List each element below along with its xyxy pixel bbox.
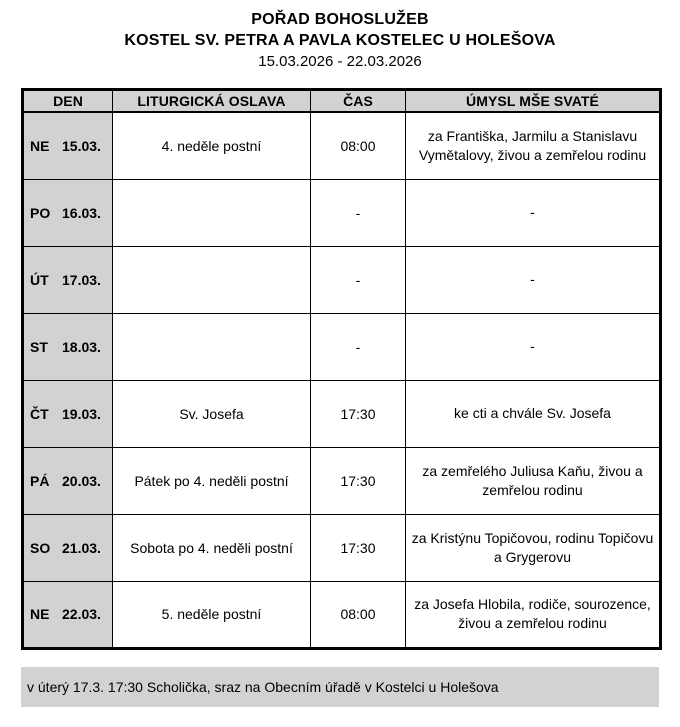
time-cell: 17:30 — [311, 380, 406, 447]
day-date: 19.03. — [62, 405, 101, 422]
page-title: POŘAD BOHOSLUŽEB — [251, 11, 429, 28]
column-header-liturgicka-oslava: LITURGICKÁ OSLAVA — [113, 90, 311, 113]
time-cell: 17:30 — [311, 514, 406, 581]
table-row — [23, 112, 661, 179]
page-subtitle: KOSTEL SV. PETRA A PAVLA KOSTELEC U HOLEŠOVA — [124, 32, 556, 49]
day-date: 21.03. — [62, 539, 101, 556]
day-date: 16.03. — [62, 204, 101, 221]
day-abbr: ČT — [30, 405, 49, 422]
table-row — [23, 246, 661, 313]
table-row — [23, 380, 661, 447]
footer-note — [21, 667, 659, 707]
day-date: 22.03. — [62, 606, 101, 622]
day-date: 18.03. — [62, 338, 101, 355]
intention-cell: - — [406, 313, 661, 380]
column-header-den: DEN — [23, 90, 113, 113]
celebration-cell: Sv. Josefa — [113, 380, 311, 447]
day-cell — [23, 246, 113, 313]
celebration-cell: Pátek po 4. neděli postní — [113, 447, 311, 514]
column-header-cas: ČAS — [311, 90, 406, 113]
celebration-cell — [113, 246, 311, 313]
day-abbr: NE — [30, 606, 50, 622]
footer-note-text: v úterý 17.3. 17:30 Scholička, sraz na Obecním úřadě v Kostelci u Holešova — [27, 678, 499, 695]
day-cell — [23, 514, 113, 581]
table-row — [23, 514, 661, 581]
time-cell: - — [311, 179, 406, 246]
day-abbr: NE — [30, 137, 50, 154]
day-date: 15.03. — [62, 137, 101, 154]
day-abbr: ÚT — [30, 271, 49, 288]
date-range: 15.03.2026 - 22.03.2026 — [258, 53, 422, 70]
celebration-cell: 5. neděle postní — [113, 581, 311, 648]
day-cell — [23, 447, 113, 514]
intention-cell: za zemřelého Juliusa Kaňu, živou a zemřelou rodinu — [406, 447, 661, 514]
day-abbr: PO — [30, 204, 51, 221]
table-row — [23, 179, 661, 246]
time-cell: 08:00 — [311, 581, 406, 648]
table-header-row — [23, 90, 661, 113]
time-cell: - — [311, 246, 406, 313]
day-cell — [23, 179, 113, 246]
table-row — [23, 581, 661, 648]
day-cell — [23, 112, 113, 179]
day-abbr: SO — [30, 539, 51, 556]
intention-cell: za Josefa Hlobila, rodiče, sourozence, živou a zemřelou rodinu — [406, 581, 661, 648]
time-cell: - — [311, 313, 406, 380]
intention-cell: - — [406, 179, 661, 246]
day-date: 20.03. — [62, 472, 101, 489]
intention-cell: za Františka, Jarmilu a Stanislavu Vymětalovy, živou a zemřelou rodinu — [406, 112, 661, 179]
day-cell — [23, 581, 113, 648]
column-header-umysl-mse-svate: ÚMYSL MŠE SVATÉ — [406, 90, 661, 113]
time-cell: 17:30 — [311, 447, 406, 514]
celebration-cell — [113, 313, 311, 380]
table-row — [23, 313, 661, 380]
celebration-cell: Sobota po 4. neděli postní — [113, 514, 311, 581]
intention-cell: - — [406, 246, 661, 313]
intention-cell: za Kristýnu Topičovou, rodinu Topičovu a Grygerovu — [406, 514, 661, 581]
schedule-table — [21, 88, 662, 650]
day-cell — [23, 313, 113, 380]
time-cell: 08:00 — [311, 112, 406, 179]
celebration-cell: 4. neděle postní — [113, 112, 311, 179]
day-abbr: PÁ — [30, 472, 50, 489]
celebration-cell — [113, 179, 311, 246]
day-date: 17.03. — [62, 271, 101, 288]
document-header — [0, 0, 680, 72]
day-cell — [23, 380, 113, 447]
intention-cell: ke cti a chvále Sv. Josefa — [406, 380, 661, 447]
day-abbr: ST — [30, 338, 48, 355]
table-row — [23, 447, 661, 514]
